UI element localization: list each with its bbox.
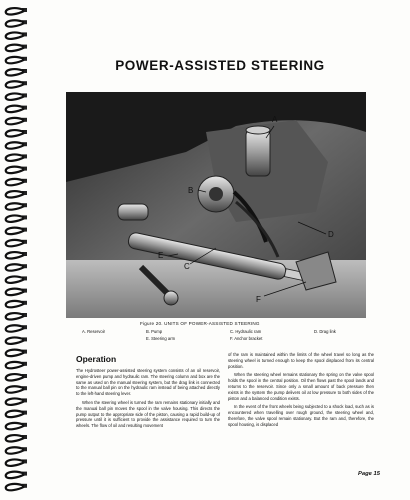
binding-coil (6, 33, 24, 39)
paragraph: The Hydrosteer power-assisted steering system consists of an oil reservoir, engine-driven pump and hydraulic ram. The steering column and box are the same as used on the manual steering system, but the drag link is connected to the manual ball pin on the hydraulic ram instead of being attached directly to the left-hand steering lever. (76, 368, 220, 397)
binding-coil (6, 69, 24, 75)
legend-item-anchor-bracket: F. Anchor bracket (230, 336, 263, 341)
binding-coil (6, 289, 24, 295)
binding-coil (6, 411, 24, 417)
binding-coil (6, 423, 24, 429)
binding-coil (6, 362, 24, 368)
binding-coil (6, 8, 24, 14)
binding-coil (6, 313, 24, 319)
binding-coil (6, 264, 24, 270)
paragraph: When the steering wheel remains stationary the spring on the valve spool holds the spool in the central position. Oil then flows past the spool lands and returns to the reservoir. Since only a small amount of back pressure then exists in the system the pump delivers oil at low pressure to both sides of the piston and a balanced condition exists. (228, 372, 374, 401)
body-column-right (228, 352, 374, 431)
binding-coil (6, 252, 24, 258)
binding-coil (6, 81, 24, 87)
binding-coil (6, 460, 24, 466)
legend-item-hydraulic-ram: C. Hydraulic ram (230, 329, 262, 334)
binding-coil (6, 179, 24, 185)
spiral-binding (0, 0, 34, 500)
section-heading: Operation (76, 354, 117, 364)
binding-coil (6, 203, 24, 209)
figure-caption: Figure 20. UNITS OF POWER-ASSISTED STEERING (140, 321, 260, 326)
paragraph: When the steering wheel is turned the ram remains stationary initially and the manual ball pin moves the spool in the valve housing. This directs the pump output to the appropriate side of the piston, causing a rapid build-up of pressure until it is sufficient to provide the assistance required to turn the wheels. The flow of oil and resulting movement (76, 399, 220, 429)
binding-coil (6, 386, 24, 392)
binding-coil (6, 191, 24, 197)
binding-coil (6, 277, 24, 283)
binding-coil (6, 45, 24, 51)
legend-item-pump: B. Pump (146, 329, 163, 334)
body-column-left (76, 368, 220, 432)
binding-coil (6, 142, 24, 148)
callout-d: D (328, 230, 334, 239)
callout-b: B (188, 186, 194, 195)
binding-coil (6, 435, 24, 441)
legend-item-reservoir: A. Reservoir (82, 329, 106, 334)
callout-a: A (272, 115, 278, 124)
paragraph: of the ram is maintained within the limits of the wheel travel so long as the steering wheel is turned enough to keep the spool displaced from its central position. (228, 352, 374, 369)
binding-coil (6, 338, 24, 344)
steering-figure-photo (66, 92, 366, 318)
callout-c: C (184, 262, 190, 271)
binding-coil (6, 325, 24, 331)
steering-arm-joint (164, 291, 178, 305)
binding-coil (6, 228, 24, 234)
drag-link-ballpin (118, 204, 148, 220)
binding-coil (6, 240, 24, 246)
binding-coil (6, 118, 24, 124)
page-number: Page 15 (358, 471, 380, 477)
figure-legend (82, 329, 362, 343)
binding-coil (6, 472, 24, 478)
binding-coil (6, 484, 24, 490)
paragraph: In the event of the front wheels being subjected to a shock load, such as is encountered when travelling over rough ground, the steering wheel and, therefore, the valve spool remain stationary. But the ram and, therefore, the spool housing, is displaced (228, 404, 374, 427)
binding-coil (6, 301, 24, 307)
callout-e: E (158, 251, 164, 260)
binding-coil (6, 130, 24, 136)
legend-item-steering-arm: E. Steering arm (146, 336, 176, 341)
page-title: POWER-ASSISTED STEERING (115, 58, 325, 73)
binding-coil (6, 20, 24, 26)
binding-coil (6, 106, 24, 112)
reservoir-cap (246, 126, 270, 134)
binding-coil (6, 350, 24, 356)
legend-item-drag-link: D. Drag link (314, 329, 336, 334)
binding-coil (6, 167, 24, 173)
binding-coil (6, 94, 24, 100)
binding-coil (6, 216, 24, 222)
binding-coil (6, 57, 24, 63)
binding-coil (6, 399, 24, 405)
callout-f: F (256, 295, 261, 304)
binding-coil (6, 374, 24, 380)
pump-hub (209, 187, 223, 201)
binding-coil (6, 155, 24, 161)
binding-coil (6, 447, 24, 453)
